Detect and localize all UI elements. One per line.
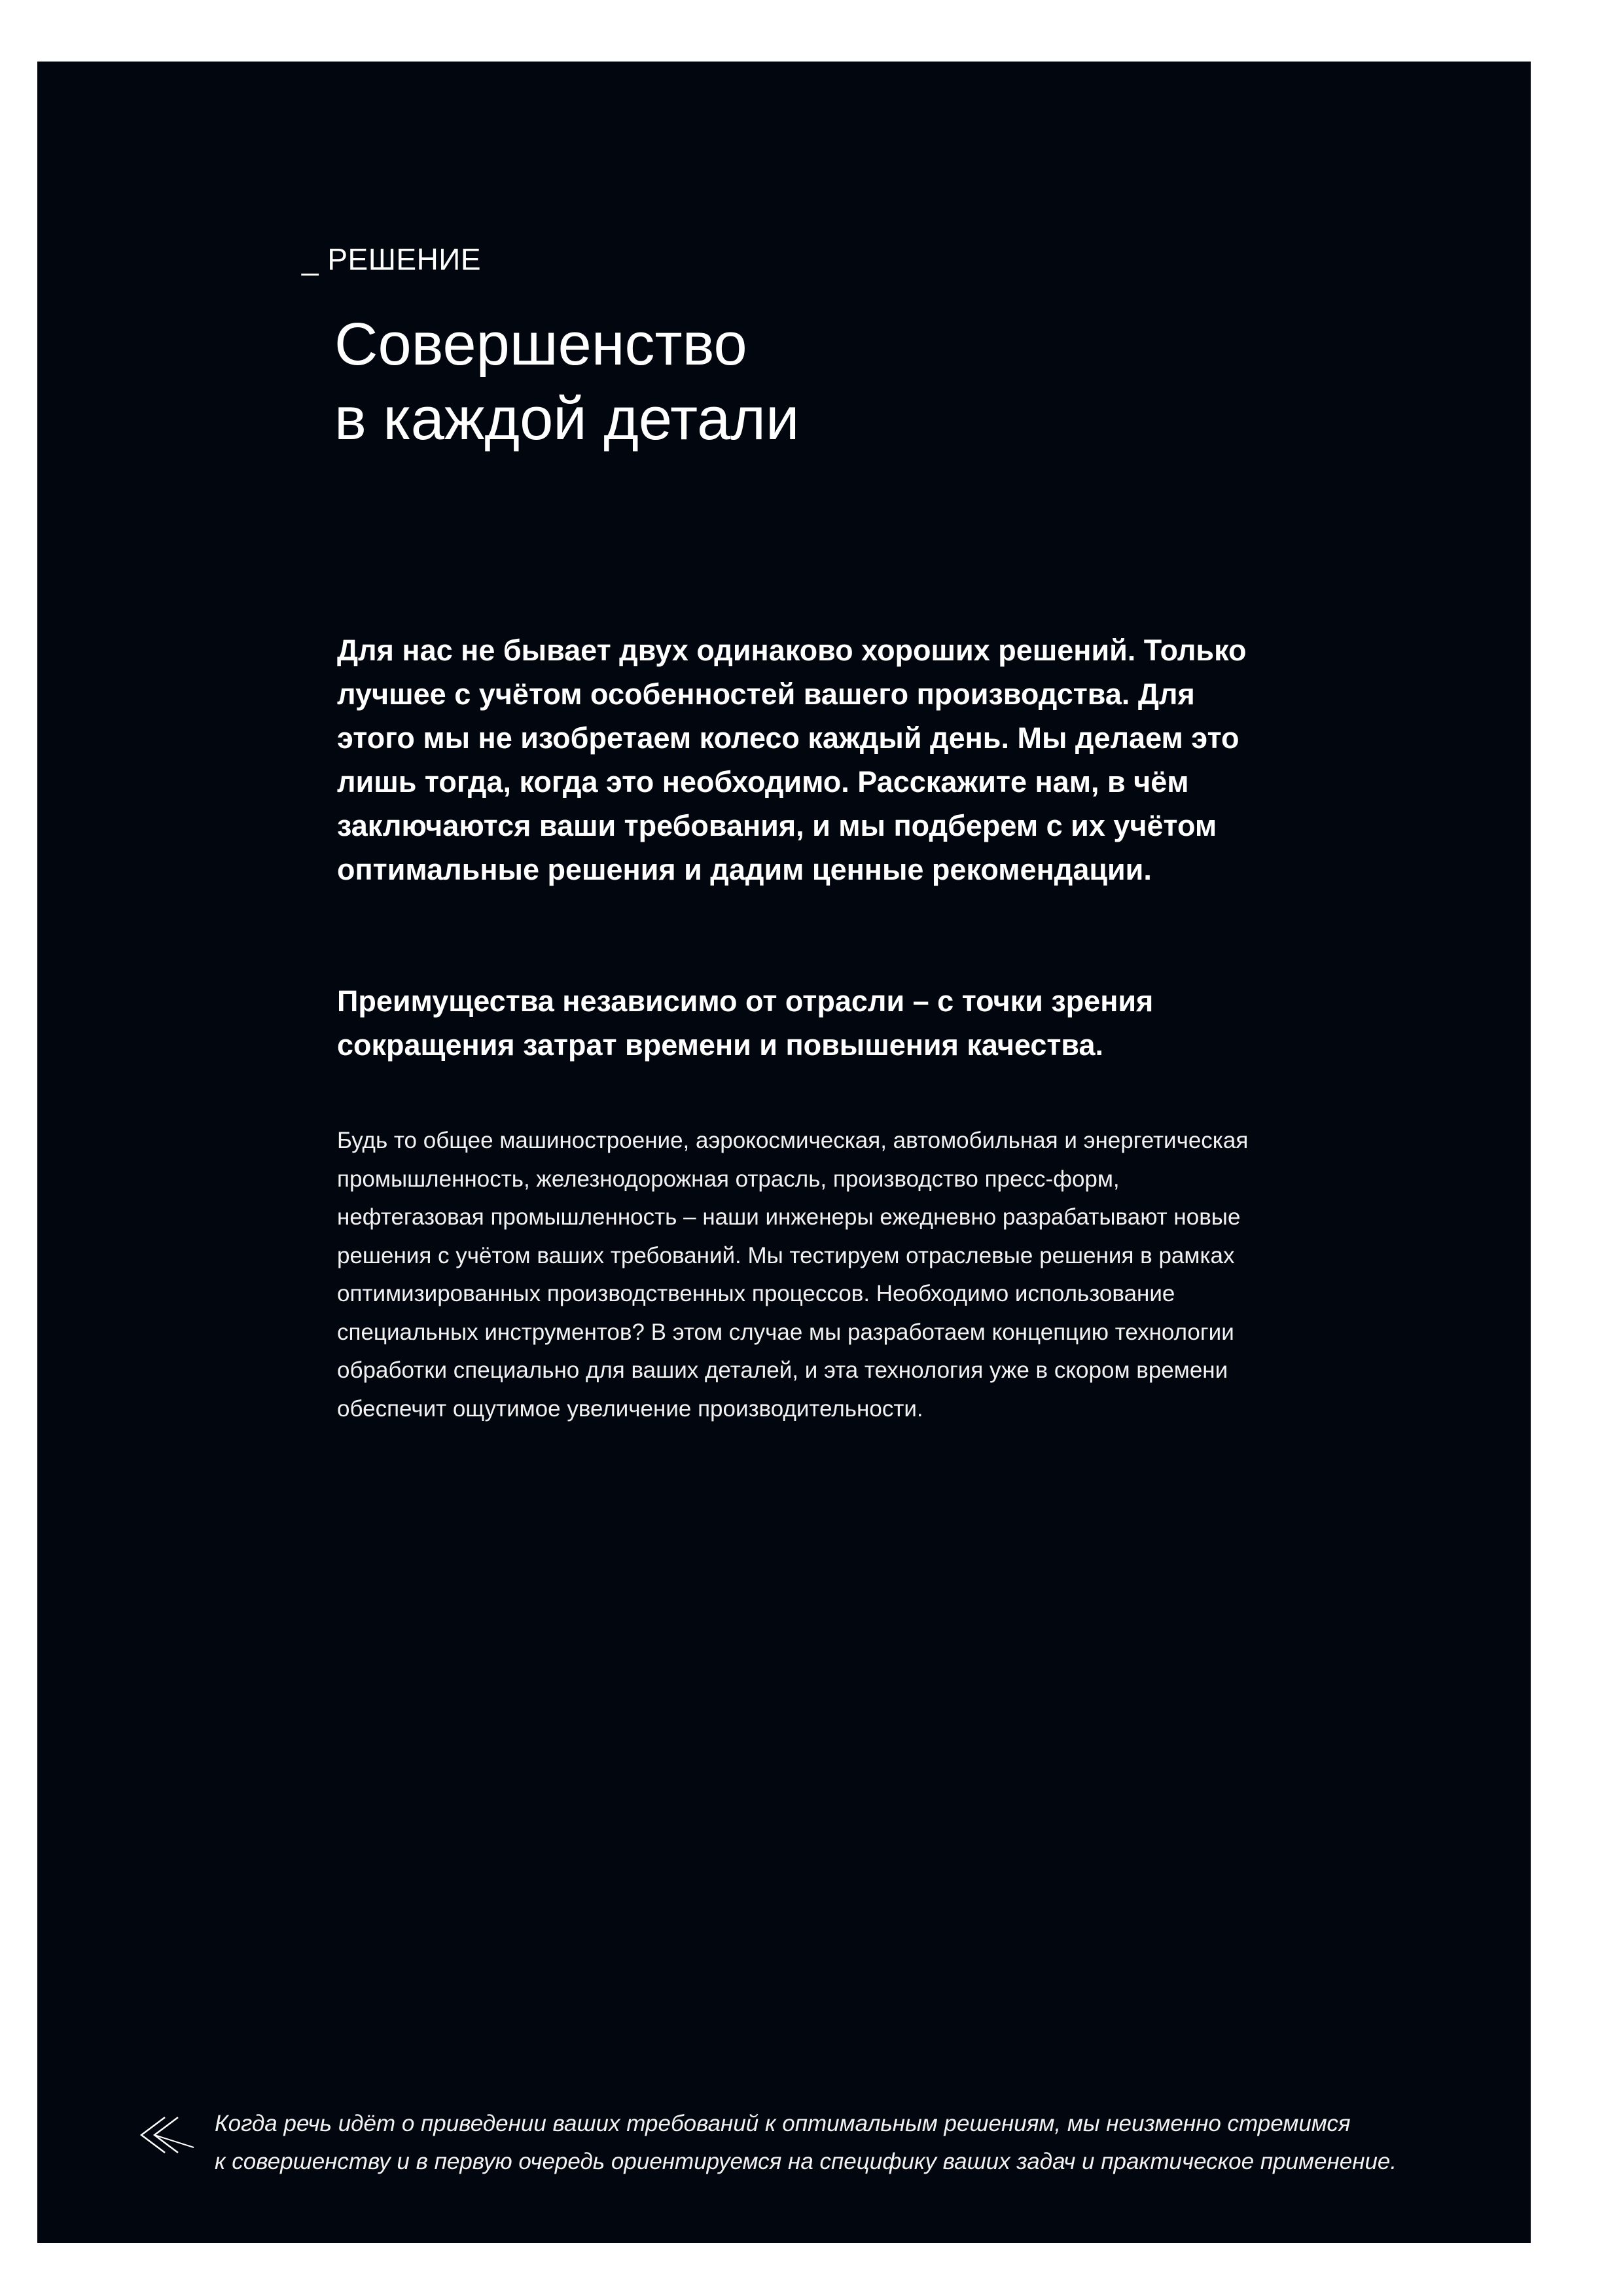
lead-line: заключаются ваши требования, и мы подберем с их учётом [337,809,1217,842]
body-line: оптимизированных производственных процессов. Необходимо использование [337,1281,1175,1306]
body-line: решения с учётом ваших требований. Мы тестируем отраслевые решения в рамках [337,1242,1235,1268]
page-title [334,307,799,456]
lead-line: лишь тогда, когда это необходимо. Расскажите нам, в чём [337,765,1189,798]
lead-line: Для нас не бывает двух одинаково хороших решений. Только [337,634,1247,667]
lead-line: этого мы не изобретаем колесо каждый день. Мы делаем это [337,721,1240,755]
subheading-line: Преимущества независимо от отрасли – с точки зрения [337,984,1154,1018]
section-label: _ РЕШЕНИЕ [302,242,482,276]
body-line: обеспечит ощутимое увеличение производительности. [337,1395,923,1422]
lead-line: лучшее с учётом особенностей вашего производства. Для [337,677,1195,711]
quote-line: Когда речь идёт о приведении ваших требований к оптимальным решениям, мы неизменно стремимся [215,2111,1351,2136]
footer-quote [215,2105,1497,2181]
double-chevron-left-icon [139,2115,195,2155]
body-line: нефтегазовая промышленность – наши инженеры ежедневно разрабатывают новые [337,1204,1241,1230]
body-line: обработки специально для ваших деталей, и эта технология уже в скором времени [337,1357,1228,1383]
body-line: Будь то общее машиностроение, аэрокосмическая, автомобильная и энергетическая [337,1128,1249,1153]
body-paragraph [337,1122,1397,1428]
subheading [337,979,1450,1067]
lead-paragraph [337,628,1450,891]
quote-line: к совершенству и в первую очередь ориентируемся на специфику ваших задач и практическое применение. [215,2149,1397,2174]
title-line: Совершенство [334,311,747,378]
body-line: промышленность, железнодорожная отрасль, производство пресс-форм, [337,1166,1120,1192]
title-line: в каждой детали [334,386,800,452]
document-page [37,62,1531,2243]
lead-line: оптимальные решения и дадим ценные рекомендации. [337,853,1152,886]
body-line: специальных инструментов? В этом случае мы разработаем концепцию технологии [337,1319,1234,1345]
subheading-line: сокращения затрат времени и повышения качества. [337,1028,1104,1062]
